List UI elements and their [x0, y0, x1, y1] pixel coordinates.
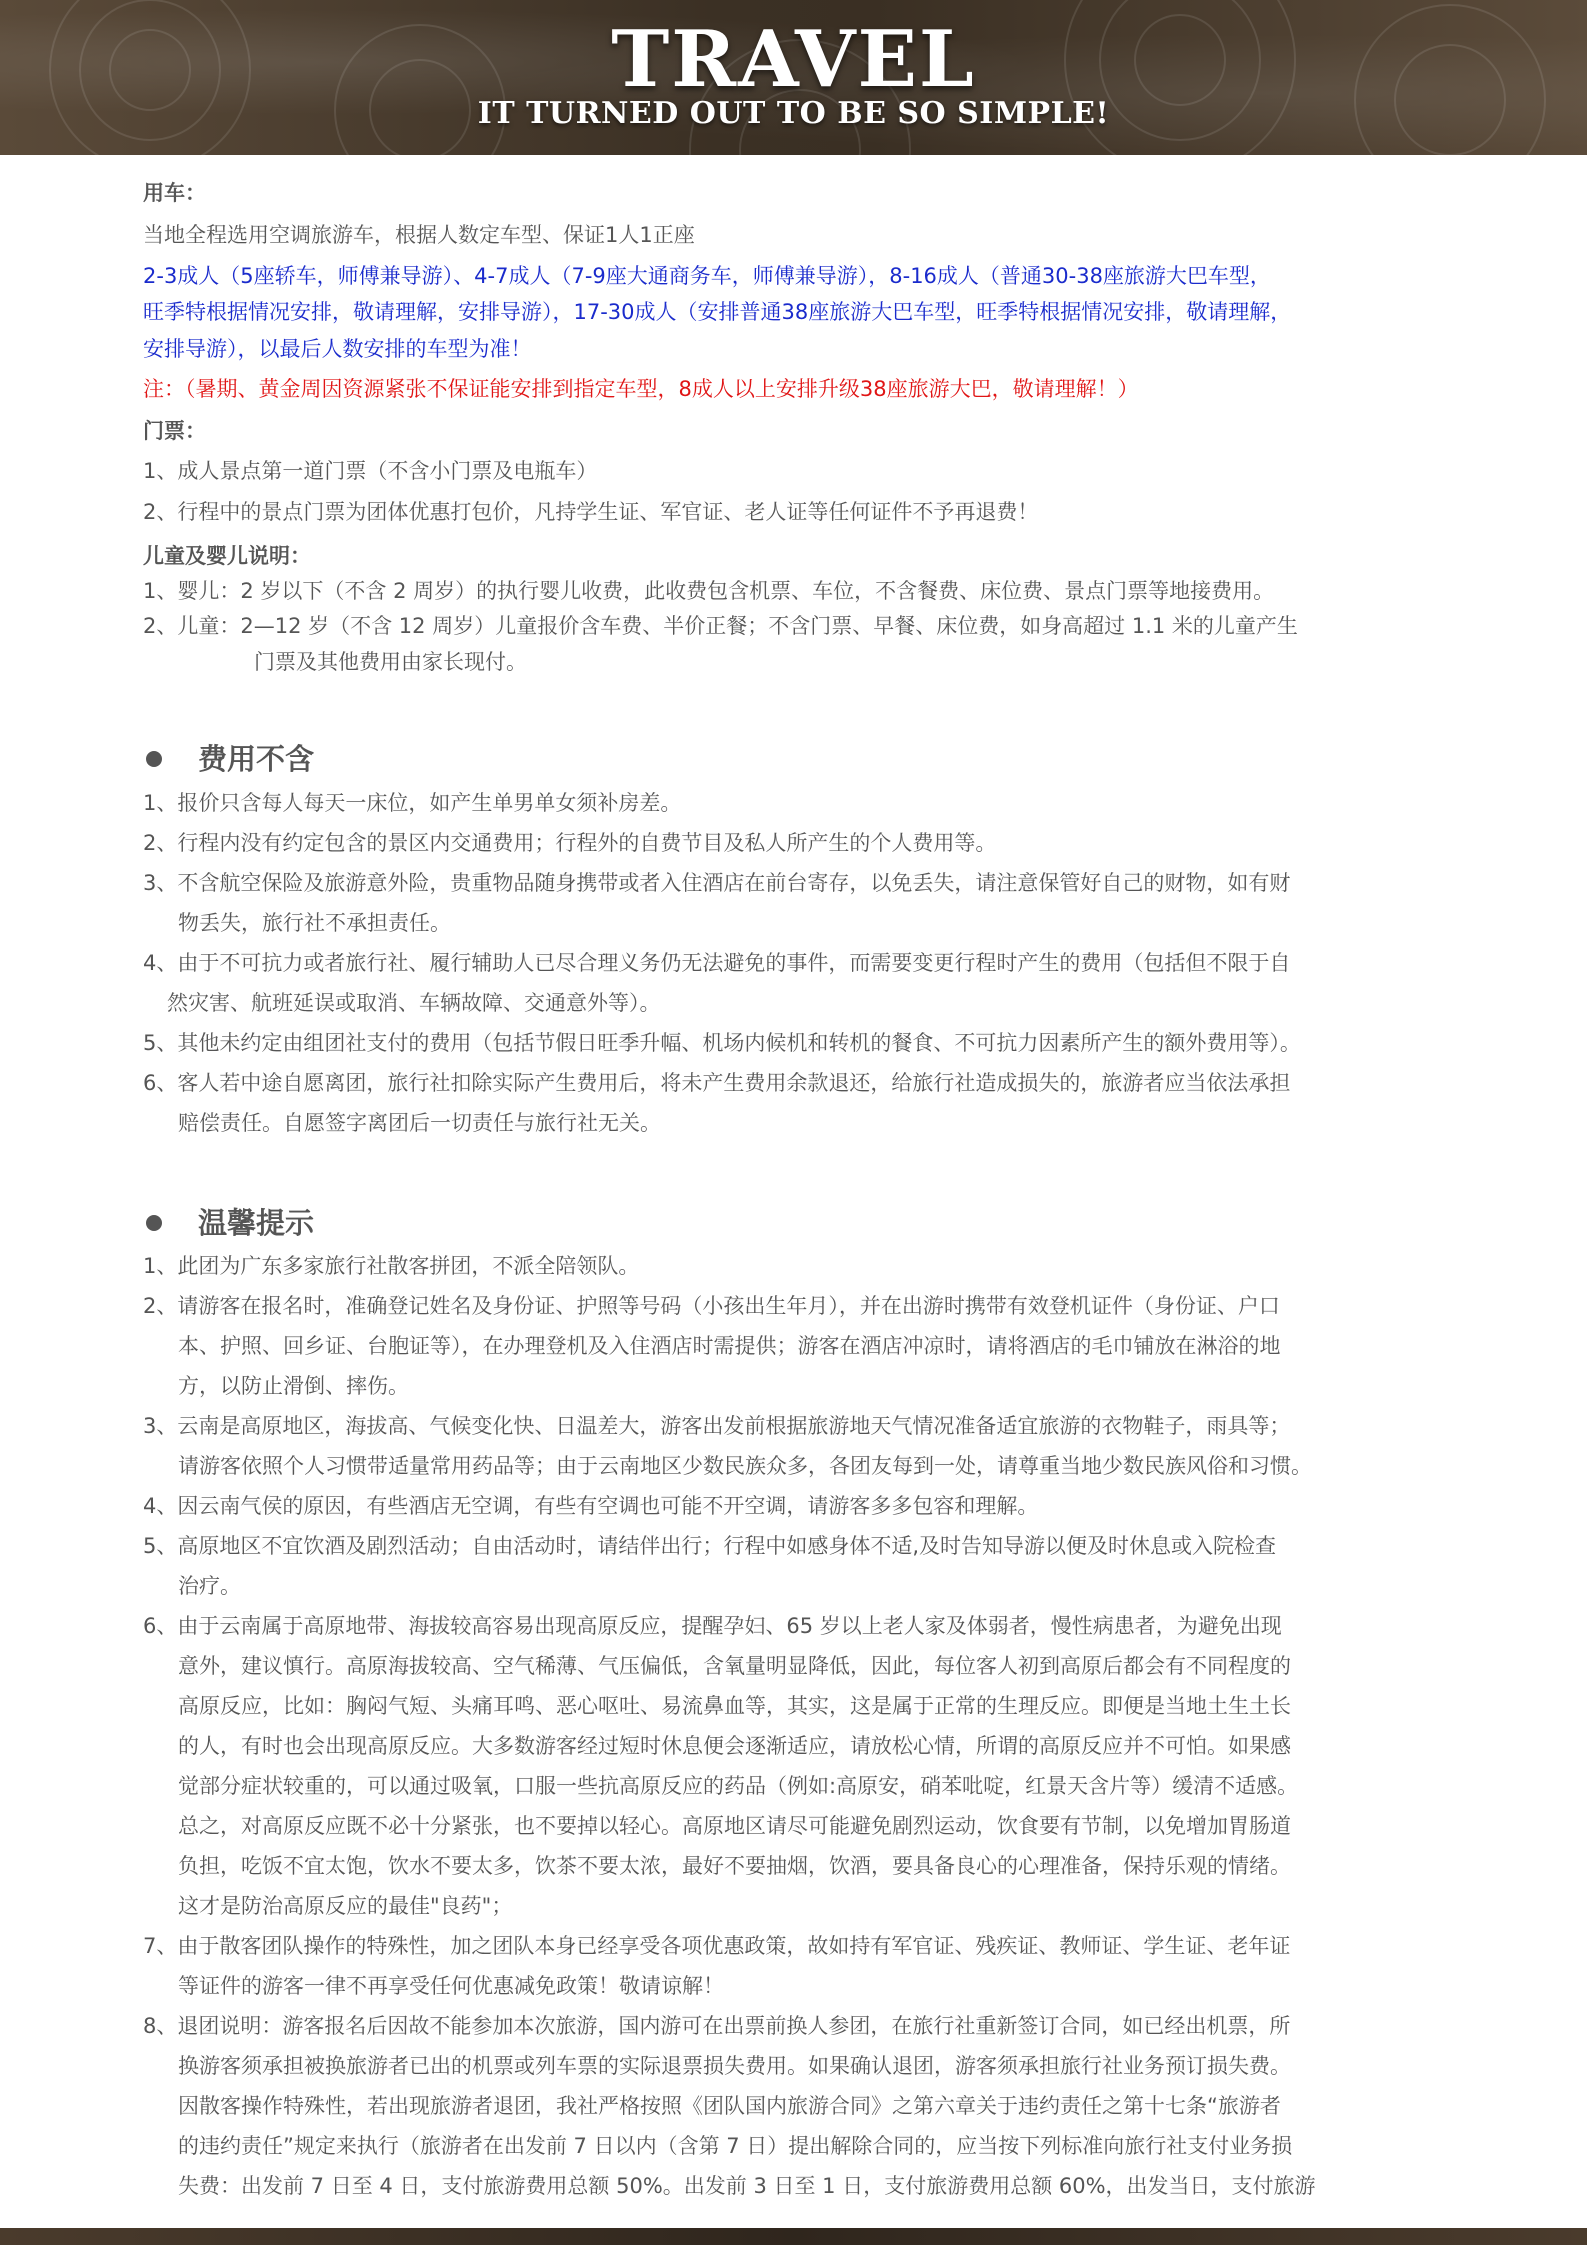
tips-line: 负担，吃饭不宜太饱，饮水不要太多，饮茶不要太浓，最好不要抽烟，饮酒，要具备良心的心理准备，保持乐观的情绪。: [178, 1854, 1291, 1878]
excluded-heading-text: 费用不含: [198, 742, 315, 776]
banner-title: TRAVEL: [611, 14, 976, 105]
vehicle-note: 注：（暑期、黄金周因资源紧张不保证能安排到指定车型，8成人以上安排升级38座旅游大巴，敬请理解！）: [143, 377, 1139, 401]
tips-line: 这才是防治高原反应的最佳"良药"；: [178, 1894, 513, 1918]
tips-line: 治疗。: [178, 1574, 241, 1598]
tips-line: 6、由于云南属于高原地带、海拔较高容易出现高原反应，提醒孕妇、65 岁以上老人家及体弱者，慢性病患者，为避免出现: [143, 1614, 1282, 1638]
tips-line: 3、云南是高原地区，海拔高、气候变化快、日温差大，游客出发前根据旅游地天气情况准备适宜旅游的衣物鞋子，雨具等；: [143, 1414, 1291, 1438]
tips-line: 的人，有时也会出现高原反应。大多数游客经过短时休息便会逐渐适应，请放松心情，所谓的高原反应并不可怕。如果感: [178, 1734, 1291, 1758]
bullet-icon: [146, 1215, 162, 1231]
tickets-line: 2、行程中的景点门票为团体优惠打包价，凡持学生证、军官证、老人证等任何证件不予再退费！: [143, 500, 1039, 524]
vehicle-line: 安排导游），以最后人数安排的车型为准！: [143, 337, 532, 361]
tips-line: 的违约责任”规定来执行（旅游者在出发前 7 日以内（含第 7 日）提出解除合同的，应当按下列标准向旅行社支付业务损: [178, 2134, 1293, 2158]
children-line: 1、婴儿：2 岁以下（不含 2 周岁）的执行婴儿收费，此收费包含机票、车位，不含餐费、床位费、景点门票等地接费用。: [143, 579, 1275, 603]
tips-line: 5、高原地区不宜饮酒及剧烈活动；自由活动时，请结伴出行；行程中如感身体不适,及时告知导游以便及时休息或入院检查: [143, 1534, 1277, 1558]
excluded-line: 物丢失，旅行社不承担责任。: [178, 911, 451, 935]
tips-line: 请游客依照个人习惯带适量常用药品等；由于云南地区少数民族众多，各团友每到一处，请尊重当地少数民族风俗和习惯。: [178, 1454, 1312, 1478]
tips-line: 8、退团说明：游客报名后因故不能参加本次旅游，国内游可在出票前换人参团，在旅行社重新签订合同，如已经出机票，所: [143, 2014, 1291, 2038]
excluded-line: 1、报价只含每人每天一床位，如产生单男单女须补房差。: [143, 791, 682, 815]
excluded-line: 3、不含航空保险及旅游意外险，贵重物品随身携带或者入住酒店在前台寄存，以免丢失，请注意保管好自己的财物，如有财: [143, 871, 1291, 895]
excluded-line: 4、由于不可抗力或者旅行社、履行辅助人已尽合理义务仍无法避免的事件，而需要变更行程时产生的费用（包括但不限于自: [143, 951, 1291, 975]
tips-line: 换游客须承担被换旅游者已出的机票或列车票的实际退票损失费用。如果确认退团，游客须承担旅行社业务预订损失费。: [178, 2054, 1291, 2078]
tips-line: 1、此团为广东多家旅行社散客拼团，不派全陪领队。: [143, 1254, 640, 1278]
banner-subtitle: IT TURNED OUT TO BE SO SIMPLE!: [477, 96, 1110, 131]
tips-line: 2、请游客在报名时，准确登记姓名及身份证、护照等号码（小孩出生年月），并在出游时携带有效登机证件（身份证、户口: [143, 1294, 1280, 1318]
vehicle-line: 2-3成人（5座轿车，师傅兼导游）、4-7成人（7-9座大通商务车，师傅兼导游），8-16成人（普通30-38座旅游大巴车型，: [143, 264, 1271, 288]
excluded-line: 赔偿责任。自愿签字离团后一切责任与旅行社无关。: [178, 1111, 661, 1135]
excluded-heading: [146, 741, 314, 777]
children-label: 儿童及婴儿说明：: [143, 544, 311, 568]
children-line: 门票及其他费用由家长现付。: [254, 650, 527, 674]
tips-line: 方，以防止滑倒、摔伤。: [178, 1374, 409, 1398]
tips-line: 高原反应，比如：胸闷气短、头痛耳鸣、恶心呕吐、易流鼻血等，其实，这是属于正常的生理反应。即便是当地土生土长: [178, 1694, 1291, 1718]
vehicle-label: 用车：: [143, 181, 206, 205]
tips-line: 本、护照、回乡证、台胞证等），在办理登机及入住酒店时需提供；游客在酒店冲凉时，请将酒店的毛巾铺放在淋浴的地: [178, 1334, 1281, 1358]
tips-line: 7、由于散客团队操作的特殊性，加之团队本身已经享受各项优惠政策，故如持有军官证、残疾证、教师证、学生证、老年证: [143, 1934, 1291, 1958]
tips-line: 因散客操作特殊性，若出现旅游者退团，我社严格按照《团队国内旅游合同》之第六章关于违约责任之第十七条“旅游者: [178, 2094, 1281, 2118]
tips-line: 失费：出发前 7 日至 4 日，支付旅游费用总额 50%。出发前 3 日至 1 日，支付旅游费用总额 60%，出发当日，支付旅游: [178, 2174, 1316, 2198]
bullet-icon: [146, 751, 162, 767]
tickets-label: 门票：: [143, 419, 206, 443]
bottom-decorative-bar: [0, 2228, 1587, 2245]
tips-heading-text: 温馨提示: [198, 1206, 315, 1240]
excluded-line: 2、行程内没有约定包含的景区内交通费用；行程外的自费节目及私人所产生的个人费用等。: [143, 831, 997, 855]
children-line: 2、儿童：2—12 岁（不含 12 周岁）儿童报价含车费、半价正餐；不含门票、早餐、床位费，如身高超过 1.1 米的儿童产生: [143, 614, 1298, 638]
excluded-line: 5、其他未约定由组团社支付的费用（包括节假日旺季升幅、机场内候机和转机的餐食、不可抗力因素所产生的额外费用等）。: [143, 1031, 1301, 1055]
tickets-line: 1、成人景点第一道门票（不含小门票及电瓶车）: [143, 459, 598, 483]
tips-line: 觉部分症状较重的，可以通过吸氧，口服一些抗高原反应的药品（例如:高原安，硝苯吡啶，红景天含片等）缓清不适感。: [178, 1774, 1299, 1798]
vehicle-line: 旺季特根据情况安排，敬请理解，安排导游），17-30成人（安排普通38座旅游大巴车型，旺季特根据情况安排，敬请理解，: [143, 300, 1292, 324]
excluded-line: 6、客人若中途自愿离团，旅行社扣除实际产生费用后，将未产生费用余款退还，给旅行社造成损失的，旅游者应当依法承担: [143, 1071, 1291, 1095]
tips-line: 意外，建议慎行。高原海拔较高、空气稀薄、气压偏低，含氧量明显降低，因此，每位客人初到高原后都会有不同程度的: [178, 1654, 1291, 1678]
excluded-line: 然灾害、航班延误或取消、车辆故障、交通意外等）。: [167, 991, 661, 1015]
tips-heading: [146, 1205, 314, 1241]
tips-line: 等证件的游客一律不再享受任何优惠减免政策！敬请谅解！: [178, 1974, 724, 1998]
tips-line: 总之，对高原反应既不必十分紧张，也不要掉以轻心。高原地区请尽可能避免剧烈运动，饮食要有节制，以免增加胃肠道: [178, 1814, 1291, 1838]
tips-line: 4、因云南气侯的原因，有些酒店无空调，有些有空调也可能不开空调，请游客多多包容和理解。: [143, 1494, 1039, 1518]
vehicle-line: 当地全程选用空调旅游车，根据人数定车型、保证1人1正座: [143, 223, 695, 247]
